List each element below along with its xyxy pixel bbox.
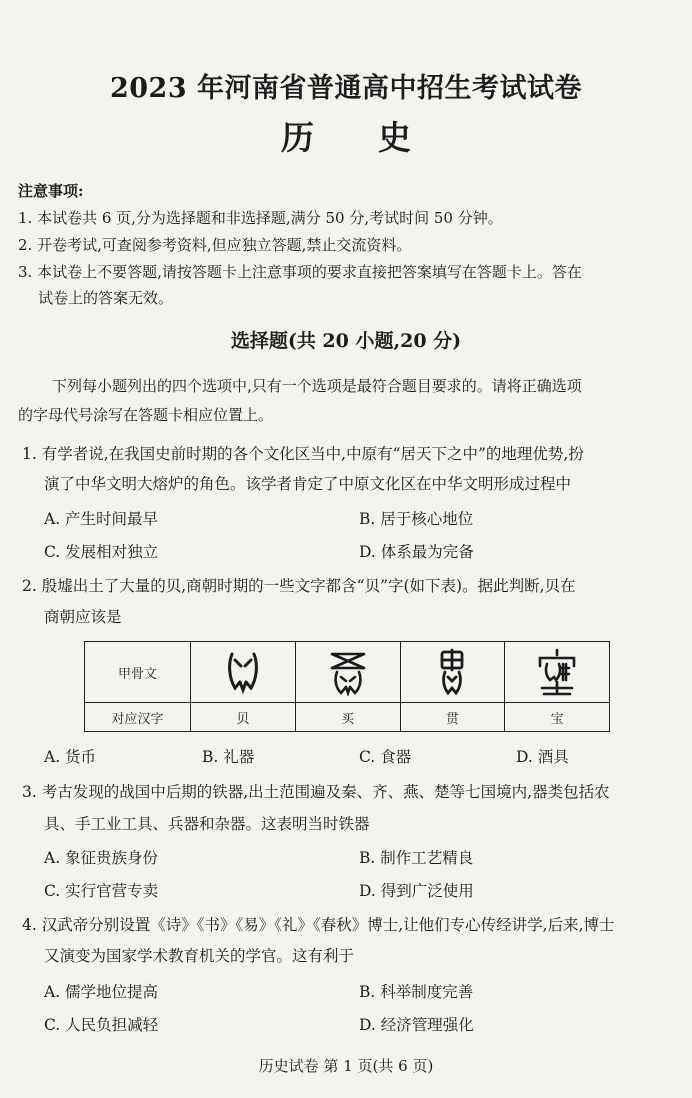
q4-option-b: B. 科举制度完善 xyxy=(359,983,474,1001)
q3-option-a: A. 象征贵族身份 xyxy=(44,849,159,867)
instructions-line-1: 下列每小题列出的四个选项中,只有一个选项是最符合题目要求的。请将正确选项 xyxy=(52,377,582,395)
oracle-bei-icon xyxy=(191,642,296,703)
q3-option-b: B. 制作工艺精良 xyxy=(359,849,474,867)
oracle-guan-icon xyxy=(400,642,505,703)
instructions-line-2: 的字母代号涂写在答题卡相应位置上。 xyxy=(18,406,274,424)
notice-item-1: 1. 本试卷共 6 页,分为选择题和非选择题,满分 50 分,考试时间 50 分钟。 xyxy=(18,209,503,227)
char-mai: 买 xyxy=(295,703,400,732)
q1-option-d: D. 体系最为完备 xyxy=(359,543,474,561)
notice-item-2: 2. 开卷考试,可查阅参考资料,但应独立答题,禁止交流资料。 xyxy=(18,236,412,254)
q4-option-c: C. 人民负担减轻 xyxy=(44,1016,159,1034)
q1-option-c: C. 发展相对独立 xyxy=(44,543,159,561)
char-bao: 宝 xyxy=(505,703,610,732)
notice-item-3: 3. 本试卷上不要答题,请按答题卡上注意事项的要求直接把答案填写在答题卡上。答在 xyxy=(18,263,582,281)
q2-option-a: A. 货币 xyxy=(44,748,97,766)
q3-option-c: C. 实行官营专卖 xyxy=(44,882,159,900)
question-2-line-1: 2. 殷墟出土了大量的贝,商朝时期的一些文字都含“贝”字(如下表)。据此判断,贝在 xyxy=(22,577,576,595)
char-guan: 贯 xyxy=(400,703,505,732)
exam-title: 2023 年河南省普通高中招生考试试卷 xyxy=(109,73,583,104)
question-3-line-1: 3. 考古发现的战国中后期的铁器,出土范围遍及秦、齐、燕、楚等七国境内,器类包括农 xyxy=(22,783,610,801)
section-heading: 选择题(共 20 小题,20 分) xyxy=(230,330,462,352)
q3-option-d: D. 得到广泛使用 xyxy=(359,882,474,900)
q4-option-a: A. 儒学地位提高 xyxy=(44,983,159,1001)
question-4-line-2: 又演变为国家学术教育机关的学官。这有利于 xyxy=(44,947,355,965)
q2-option-c: C. 食器 xyxy=(359,748,412,766)
notice-heading: 注意事项: xyxy=(18,182,84,200)
question-3-line-2: 具、手工业工具、兵器和杂器。这表明当时铁器 xyxy=(44,815,370,833)
q1-option-a: A. 产生时间最早 xyxy=(44,510,159,528)
question-4-line-1: 4. 汉武帝分别设置《诗》《书》《易》《礼》《春秋》博士,让他们专心传经讲学,后来,博士 xyxy=(22,916,615,934)
question-2-line-2: 商朝应该是 xyxy=(44,608,122,626)
q2-option-b: B. 礼器 xyxy=(202,748,255,766)
row-label-oracle: 甲骨文 xyxy=(85,642,191,703)
question-1-line-2: 演了中华文明大熔炉的角色。该学者肯定了中原文化区在中华文明形成过程中 xyxy=(44,475,572,493)
oracle-bao-icon xyxy=(505,642,610,703)
row-label-chars: 对应汉字 xyxy=(85,703,191,732)
notice-item-3-cont: 试卷上的答案无效。 xyxy=(38,289,174,307)
q2-option-d: D. 酒具 xyxy=(516,748,569,766)
question-1-line-1: 1. 有学者说,在我国史前时期的各个文化区当中,中原有“居天下之中”的地理优势,扮 xyxy=(22,445,584,463)
q4-option-d: D. 经济管理强化 xyxy=(359,1016,474,1034)
oracle-mai-icon xyxy=(295,642,400,703)
page-footer: 历史试卷 第 1 页(共 6 页) xyxy=(258,1057,434,1075)
subject-title: 历史 xyxy=(281,118,475,157)
char-bei: 贝 xyxy=(191,703,296,732)
q1-option-b: B. 居于核心地位 xyxy=(359,510,474,528)
oracle-bone-table xyxy=(84,641,610,732)
